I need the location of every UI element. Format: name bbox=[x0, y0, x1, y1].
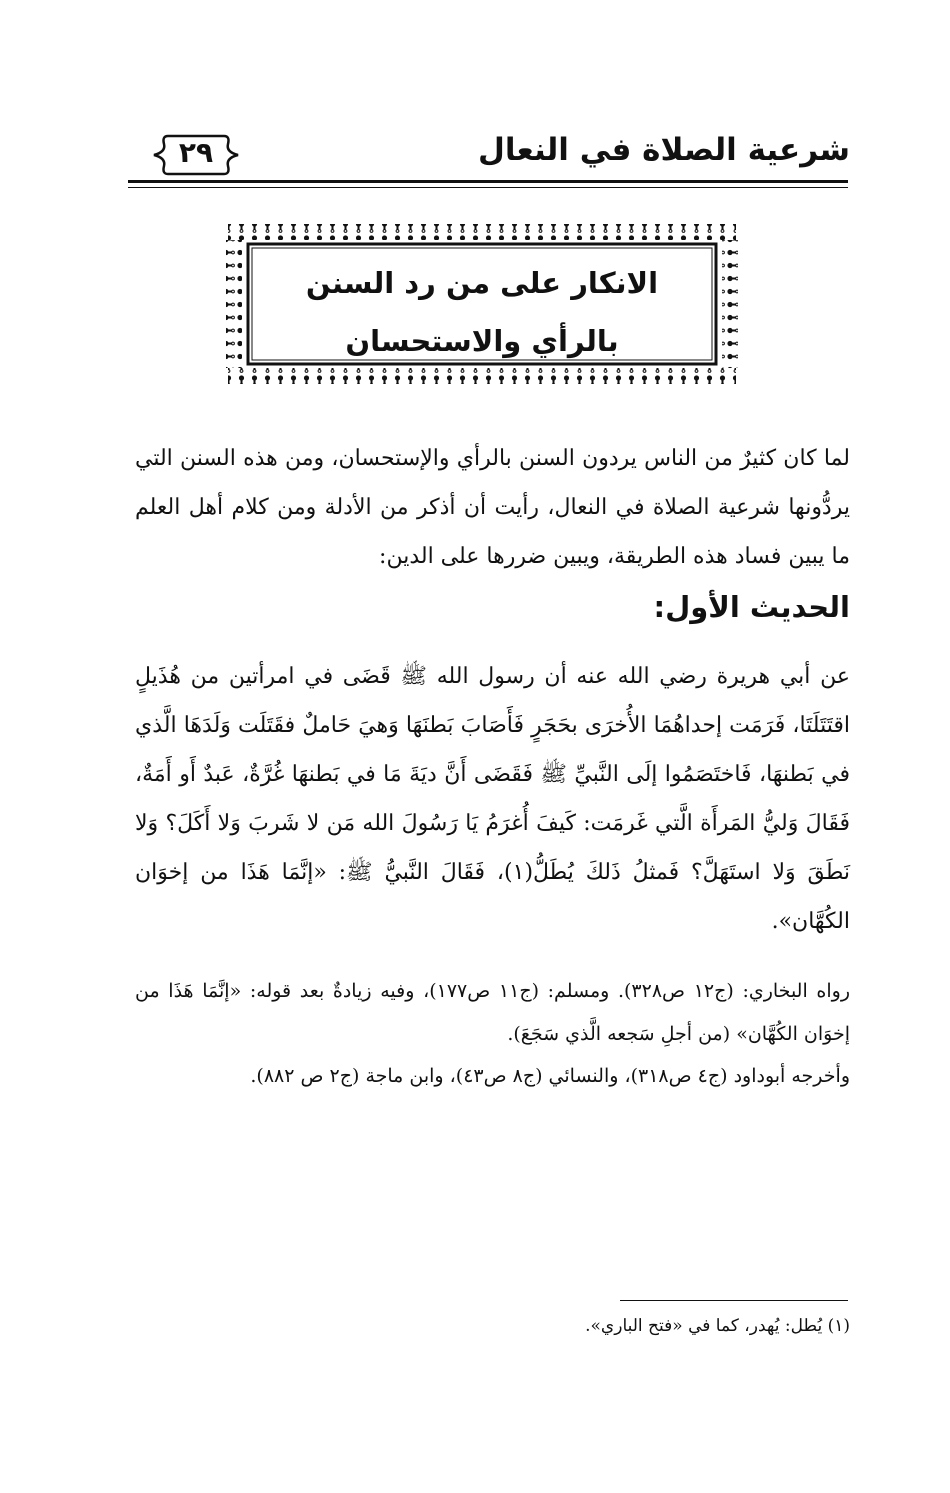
chapter-title-frame bbox=[222, 220, 742, 388]
running-header-title: شرعية الصلاة في النعال bbox=[477, 132, 850, 168]
section-heading: الحديث الأول: bbox=[653, 590, 850, 624]
chapter-title-line-1: الانكار على من رد السنن bbox=[305, 266, 659, 300]
header-rule-thin bbox=[128, 187, 848, 188]
hadith-paragraph: عن أبي هريرة رضي الله عنه أن رسول الله ﷺ قَضَى في امرأتين من هُذَيلٍ اقتَتَلَتَا، فَرَمَت إحداهُمَا الأُخرَى بحَجَرٍ فَأَصَابَ بَطنَهَا وَهيَ حَاملٌ فقَتَلَت وَلَدَهَا الَّذي في بَطنهَا، فَاختَصَمُوا إلَى النَّبيِّ ﷺ فَقَضَى أَنَّ ديَةَ مَا في بَطنهَا غُرَّةٌ، عَبدٌ أَو أَمَةٌ، فَقَالَ وَليُّ المَرأَة الَّتي غَرمَت: كَيفَ أُغرَمُ يَا رَسُولَ الله مَن لا شَربَ وَلا أَكَلَ؟ وَلا نَطَقَ وَلا استَهَلَّ؟ فَمثلُ ذَلكَ يُطَلُّ(١)، فَقَالَ النَّبيُّ ﷺ: «إنَّمَا هَذَا من إخوَان الكُهَّان». bbox=[135, 664, 850, 934]
source-paragraph: رواه البخاري: (ج١٢ ص٣٢٨). ومسلم: (ج١١ ص١٧٧)، وفيه زيادةٌ بعد قوله: «إنَّمَا هَذَا من إخوَان الكُهَّان» (من أجلِ سَجعه الَّذي سَجَعَ). bbox=[135, 980, 851, 1045]
chapter-title-line-2: بالرأي والاستحسان bbox=[345, 324, 619, 358]
page-number-badge bbox=[150, 132, 242, 178]
chapter-title bbox=[262, 254, 702, 370]
footnote-rule bbox=[620, 1300, 848, 1301]
header-rule-thick bbox=[128, 180, 848, 183]
intro-paragraph: لما كان كثيرٌ من الناس يردون السنن بالرأي والإستحسان، ومن هذه السنن التي يردُّونها شرعية الصلاة في النعال، رأيت أن أذكر من الأدلة ومن كلام أهل العلم ما يبين فساد هذه الطريقة، ويبين ضررها على الدين: bbox=[135, 446, 850, 569]
additional-sources-paragraph: وأخرجه أبوداود (ج٤ ص٣١٨)، والنسائي (ج٨ ص٤٣)، وابن ماجة (ج٢ ص ٨٨٢). bbox=[250, 1065, 850, 1087]
footnote: (١) يُطل: يُهدر، كما في «فتح الباري». bbox=[585, 1316, 850, 1336]
page-number: ٢٩ bbox=[178, 136, 214, 169]
